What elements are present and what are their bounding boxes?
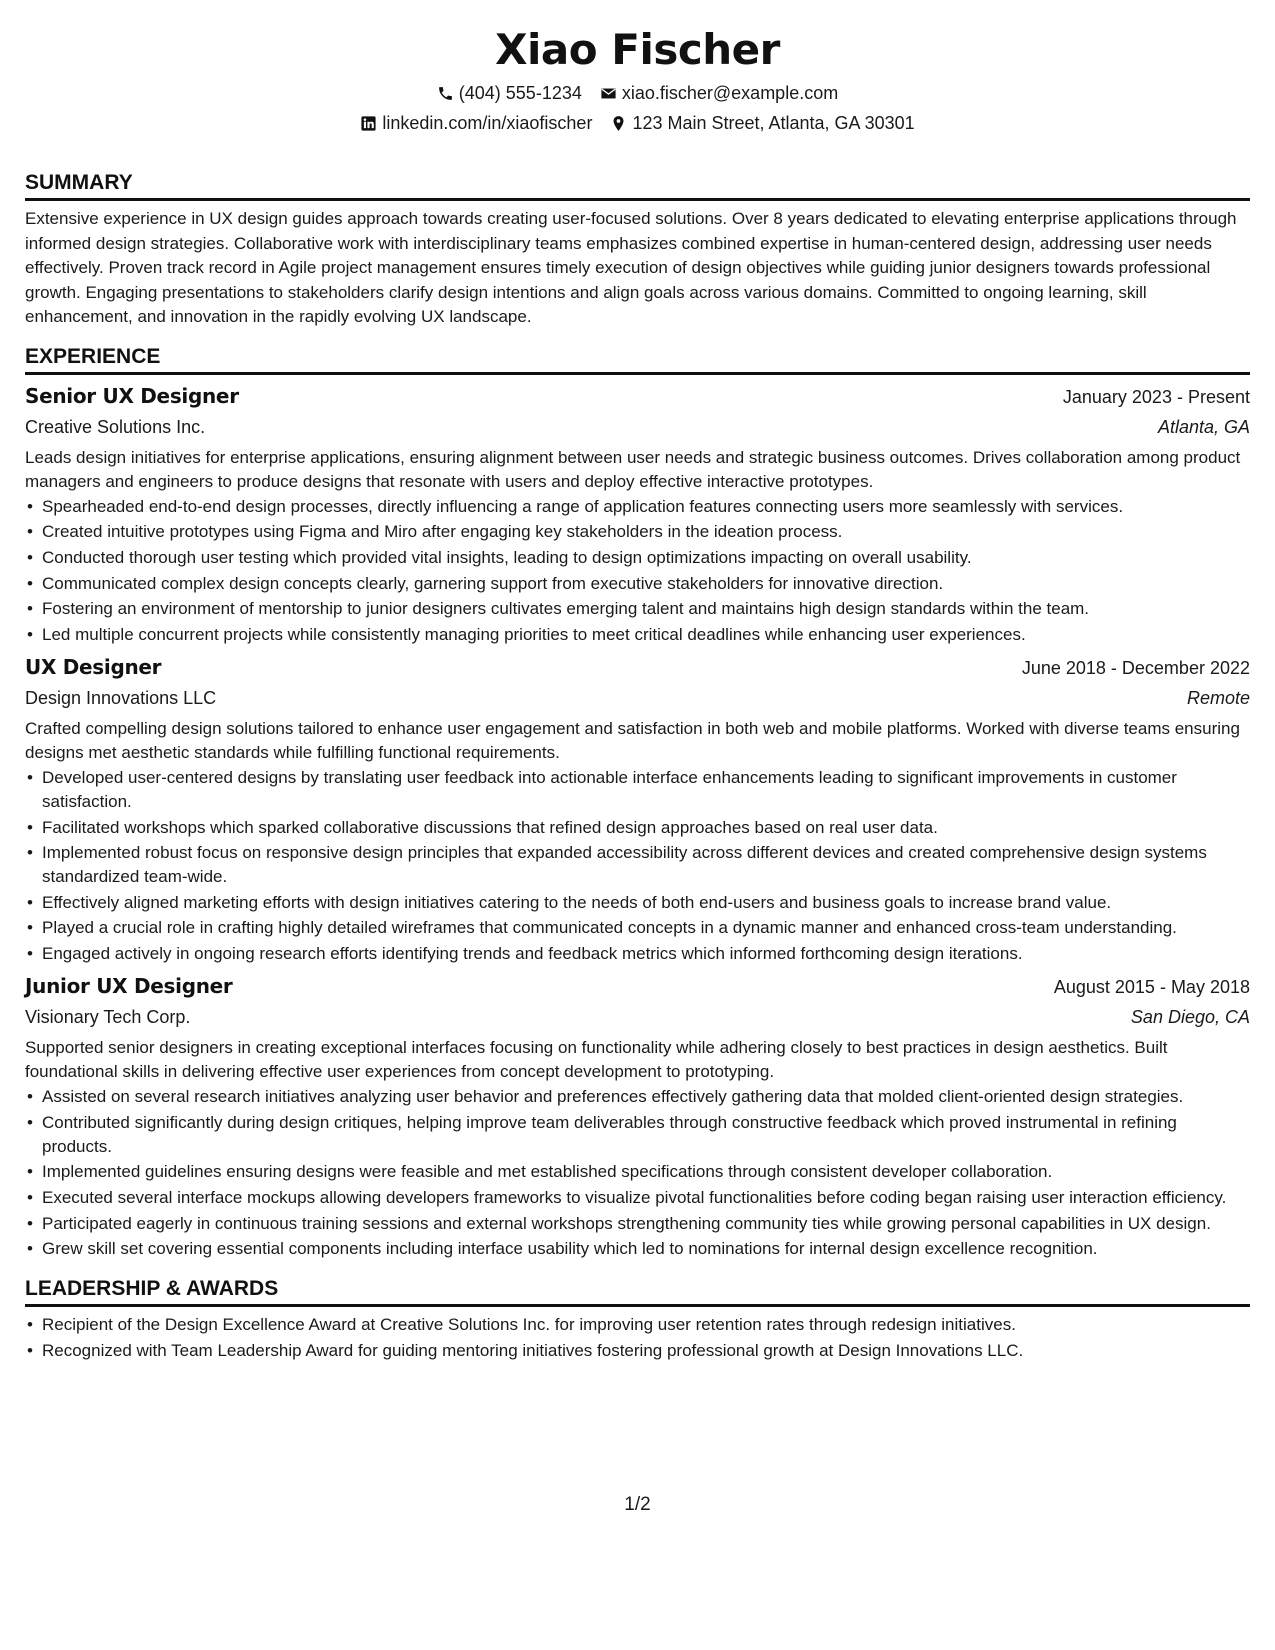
list-item: • Participated eagerly in continuous training sessions and external workshops strengthening community ties while growing personal capabilities in UX design. [25, 1212, 1250, 1236]
list-item: • Facilitated workshops which sparked collaborative discussions that refined design approaches based on real user data. [25, 816, 1250, 840]
job-header [25, 652, 1250, 683]
list-item: • Executed several interface mockups allowing developers frameworks to visualize pivotal functionalities before coding began raising user interaction efficiency. [25, 1186, 1250, 1210]
resume-header [25, 22, 1250, 138]
linkedin-icon [360, 115, 377, 132]
job-title: UX Designer [25, 655, 162, 680]
linkedin-text: linkedin.com/in/xiaofischer [382, 113, 593, 133]
summary-text: Extensive experience in UX design guides approach towards creating user-focused solutions. Over 8 years dedicated to elevating enterprise applications through informed design strategies. Collaborative work with interdisciplinary teams emphasizes combined expertise in human-centered design, addressing user needs effectively. Proven track record in Agile project management ensures timely execution of design objectives while guiding junior designers towards professional growth. Engaging presentations to stakeholders clarify design intentions and align goals across various domains. Committed to ongoing learning, skill enhancement, and innovation in the rapidly evolving UX landscape. [25, 209, 1237, 326]
job-location: San Diego, CA [1130, 1007, 1250, 1028]
list-item: • Communicated complex design concepts clearly, garnering support from executive stakeholders for innovative direction. [25, 572, 1250, 596]
job-entry [25, 652, 1250, 965]
job-location: Atlanta, GA [1157, 416, 1250, 437]
job-subheader [25, 683, 1250, 713]
contact-line-1 [25, 78, 1250, 108]
candidate-name: Xiao Fischer [495, 25, 780, 74]
job-company: Creative Solutions Inc. [25, 416, 206, 437]
job-company: Visionary Tech Corp. [25, 1007, 191, 1028]
contact-email[interactable] [600, 78, 838, 108]
summary-section [25, 169, 1250, 330]
job-location: Remote [1186, 688, 1250, 709]
phone-text: (404) 555-1234 [458, 83, 582, 103]
list-item: • Implemented guidelines ensuring designs were feasible and met established specifications through consistent developer collaboration. [25, 1160, 1250, 1184]
phone-icon [437, 85, 454, 102]
address-text: 123 Main Street, Atlanta, GA 30301 [632, 113, 915, 133]
contact-linkedin[interactable] [360, 108, 592, 138]
job-title: Junior UX Designer [25, 974, 233, 999]
job-bullets [25, 495, 1250, 647]
experience-list [25, 381, 1250, 1261]
awards-list [25, 1313, 1250, 1362]
contact-address [610, 108, 914, 138]
section-title-awards: LEADERSHIP & AWARDS [25, 1275, 1250, 1307]
list-item: • Implemented robust focus on responsive design principles that expanded accessibility across different devices and created comprehensive design systems standardized team-wide. [25, 841, 1250, 888]
job-description: Crafted compelling design solutions tailored to enhance user engagement and satisfaction in both web and mobile platforms. Worked with diverse teams ensuring designs met aesthetic standards while fulfilling functional requirements. [25, 719, 1240, 763]
job-header [25, 381, 1250, 412]
list-item: • Led multiple concurrent projects while consistently managing priorities to meet critical deadlines while enhancing user experiences. [25, 623, 1250, 647]
job-entry [25, 381, 1250, 647]
job-company: Design Innovations LLC [25, 688, 217, 709]
awards-section [25, 1275, 1250, 1362]
job-header [25, 971, 1250, 1002]
section-title-experience: EXPERIENCE [25, 343, 1250, 375]
contact-line-2 [25, 108, 1250, 138]
list-item: • Engaged actively in ongoing research efforts identifying trends and feedback metrics which informed forthcoming design iterations. [25, 942, 1250, 966]
section-title-summary: SUMMARY [25, 169, 1250, 201]
contact-phone [437, 78, 582, 108]
list-item: • Contributed significantly during design critiques, helping improve team deliverables through constructive feedback which proved instrumental in refining products. [25, 1111, 1250, 1158]
job-dates: January 2023 - Present [1062, 386, 1250, 407]
list-item: • Created intuitive prototypes using Figma and Miro after engaging key stakeholders in the ideation process. [25, 520, 1250, 544]
job-subheader [25, 1002, 1250, 1032]
list-item: • Spearheaded end-to-end design processes, directly influencing a range of application features connecting users more seamlessly with services. [25, 495, 1250, 519]
list-item: • Grew skill set covering essential components including interface usability which led to nominations for internal design excellence recognition. [25, 1237, 1250, 1261]
email-text: xiao.fischer@example.com [621, 83, 839, 103]
list-item: • Conducted thorough user testing which provided vital insights, leading to design optimizations impacting on overall usability. [25, 546, 1250, 570]
job-description: Supported senior designers in creating exceptional interfaces focusing on functionality while adhering closely to best practices in design aesthetics. Built foundational skills in delivering effective user experiences from concept development to prototyping. [25, 1038, 1168, 1082]
job-entry [25, 971, 1250, 1260]
job-bullets [25, 1085, 1250, 1260]
list-item: • Assisted on several research initiatives analyzing user behavior and preferences effectively gathering data that molded client-oriented design strategies. [25, 1085, 1250, 1109]
job-subheader [25, 412, 1250, 442]
list-item: • Recipient of the Design Excellence Award at Creative Solutions Inc. for improving user retention rates through redesign initiatives. [25, 1313, 1250, 1337]
job-bullets [25, 766, 1250, 965]
envelope-icon [600, 85, 617, 102]
list-item: • Effectively aligned marketing efforts with design initiatives catering to the needs of both end-users and business goals to increase brand value. [25, 891, 1250, 915]
list-item: • Recognized with Team Leadership Award for guiding mentoring initiatives fostering professional growth at Design Innovations LLC. [25, 1339, 1250, 1363]
list-item: • Fostering an environment of mentorship to junior designers cultivates emerging talent and maintains high design standards within the team. [25, 597, 1250, 621]
job-description: Leads design initiatives for enterprise applications, ensuring alignment between user needs and strategic business outcomes. Drives collaboration among product managers and engineers to produce designs that resonate with users and deploy effective interactive prototypes. [25, 447, 1241, 491]
list-item: • Developed user-centered designs by translating user feedback into actionable interface enhancements leading to significant improvements in customer satisfaction. [25, 766, 1250, 813]
job-title: Senior UX Designer [25, 383, 239, 408]
job-dates: June 2018 - December 2022 [1021, 658, 1250, 679]
experience-section [25, 343, 1250, 1261]
map-pin-icon [610, 115, 627, 132]
job-dates: August 2015 - May 2018 [1053, 977, 1250, 998]
list-item: • Played a crucial role in crafting highly detailed wireframes that communicated concepts in a dynamic manner and enhanced cross-team understanding. [25, 916, 1250, 940]
page-indicator: 1/2 [624, 1494, 651, 1515]
